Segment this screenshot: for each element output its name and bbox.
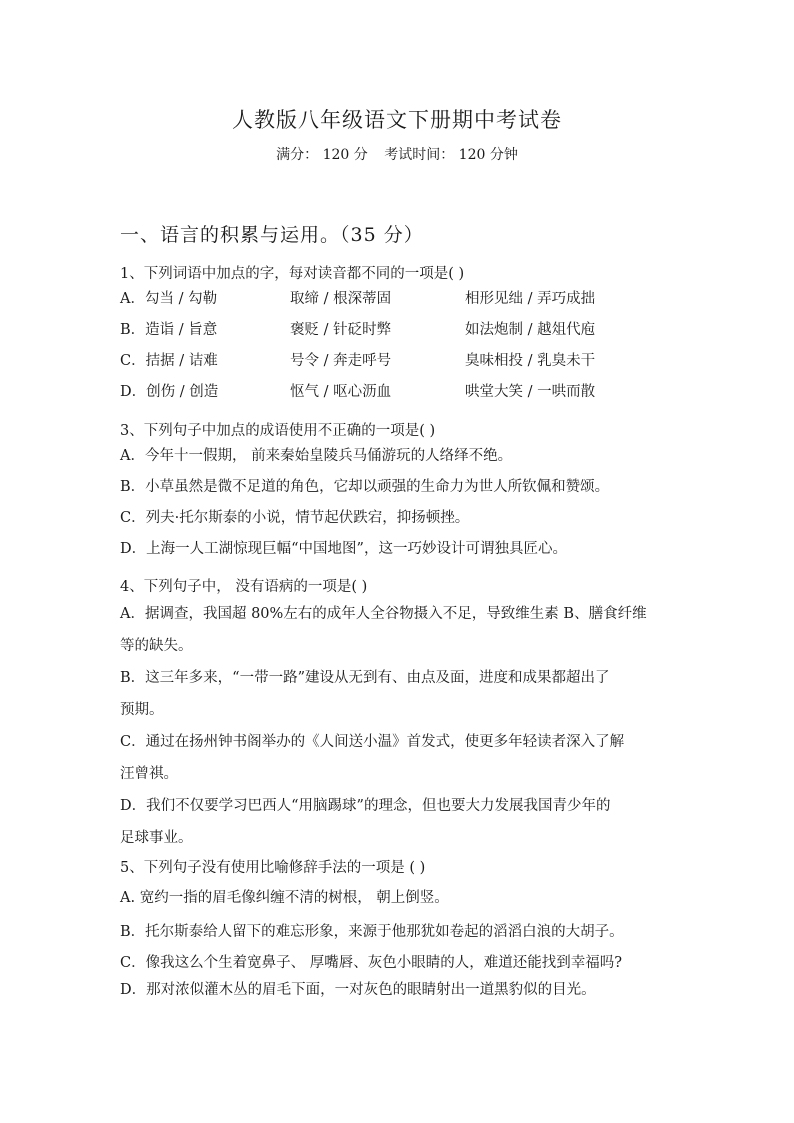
option-cell: 相形见绌 / 弄巧成拙 [465, 291, 596, 307]
question-4-stem: 4、下列句子中， 没有语病的一项是( ) [120, 579, 368, 595]
exam-time: 考试时间： 120 分钟 [384, 147, 518, 163]
option-cell: 取缔 / 根深蒂固 [290, 291, 392, 307]
option-cell: 号令 / 奔走呼号 [290, 353, 392, 369]
question-5-stem: 5、下列句子没有使用比喻修辞手法的一项是 ( ) [120, 860, 426, 876]
page-title: 人教版八年级语文下册期中考试卷 [232, 108, 562, 132]
question-4-option-c-line1: C．通过在扬州钟书阁举办的《人间送小温》首发式，使更多年轻读者深入了解 [120, 734, 625, 750]
option-cell: C．拮据 / 诘难 [120, 353, 218, 369]
question-4-option-b-line1: B．这三年多来，“一带一路”建设从无到有、由点及面，进度和成果都超出了 [120, 670, 610, 686]
question-5-option-d: D．那对浓似灌木丛的眉毛下面，一对灰色的眼睛射出一道黑豹似的目光。 [120, 982, 596, 998]
option-cell: B．造诣 / 旨意 [120, 322, 218, 338]
option-cell: 褒贬 / 针砭时弊 [290, 322, 392, 338]
question-4-option-c-line2: 汪曾祺。 [120, 766, 178, 782]
question-1-stem: 1、下列词语中加点的字，每对读音都不同的一项是( ) [120, 266, 465, 282]
option-cell: 哄堂大笑 / 一哄而散 [465, 384, 596, 400]
option-cell: 怄气 / 呕心沥血 [290, 384, 392, 400]
section-heading: 一、语言的积累与运用。（35 分） [120, 224, 424, 246]
question-5-option-a: A. 宽约一指的眉毛像纠缠不清的树根， 朝上倒竖。 [120, 890, 449, 906]
question-3-option-c: C．列夫·托尔斯泰的小说，情节起伏跌宕，抑扬顿挫。 [120, 510, 470, 526]
option-cell: 臭味相投 / 乳臭未干 [465, 353, 596, 369]
question-4-option-d-line2: 足球事业。 [120, 830, 193, 846]
full-score: 满分： 120 分 [276, 147, 368, 163]
option-cell: A．勾当 / 勾勒 [120, 291, 218, 307]
option-cell: 如法炮制 / 越俎代庖 [465, 322, 596, 338]
question-4-option-b-line2: 预期。 [120, 702, 164, 718]
question-3-option-d: D．上海一人工湖惊现巨幅“中国地图”，这一巧妙设计可谓独具匠心。 [120, 541, 567, 557]
question-3-option-a: A．今年十一假期， 前来秦始皇陵兵马俑游玩的人络绎不绝。 [120, 448, 513, 464]
exam-info [0, 144, 794, 164]
question-5-option-c: C．像我这么个生着宽鼻子、 厚嘴唇、灰色小眼睛的人，难道还能找到幸福吗? [120, 955, 622, 971]
question-3-option-b: B．小草虽然是微不足道的角色，它却以顽强的生命力为世人所钦佩和赞颂。 [120, 479, 610, 495]
option-cell: D．创伤 / 创造 [120, 384, 219, 400]
question-4-option-a-line1: A．据调查，我国超 80%左右的成年人全谷物摄入不足，导致维生素 B、膳食纤维 [120, 606, 647, 622]
question-4-option-a-line2: 等的缺失。 [120, 638, 193, 654]
question-5-option-b: B．托尔斯泰给人留下的难忘形象，来源于他那犹如卷起的滔滔白浪的大胡子。 [120, 924, 624, 940]
question-4-option-d-line1: D．我们不仅要学习巴西人“用脑踢球”的理念，但也要大力发展我国青少年的 [120, 798, 611, 814]
question-3-stem: 3、下列句子中加点的成语使用不正确的一项是( ) [120, 423, 436, 439]
